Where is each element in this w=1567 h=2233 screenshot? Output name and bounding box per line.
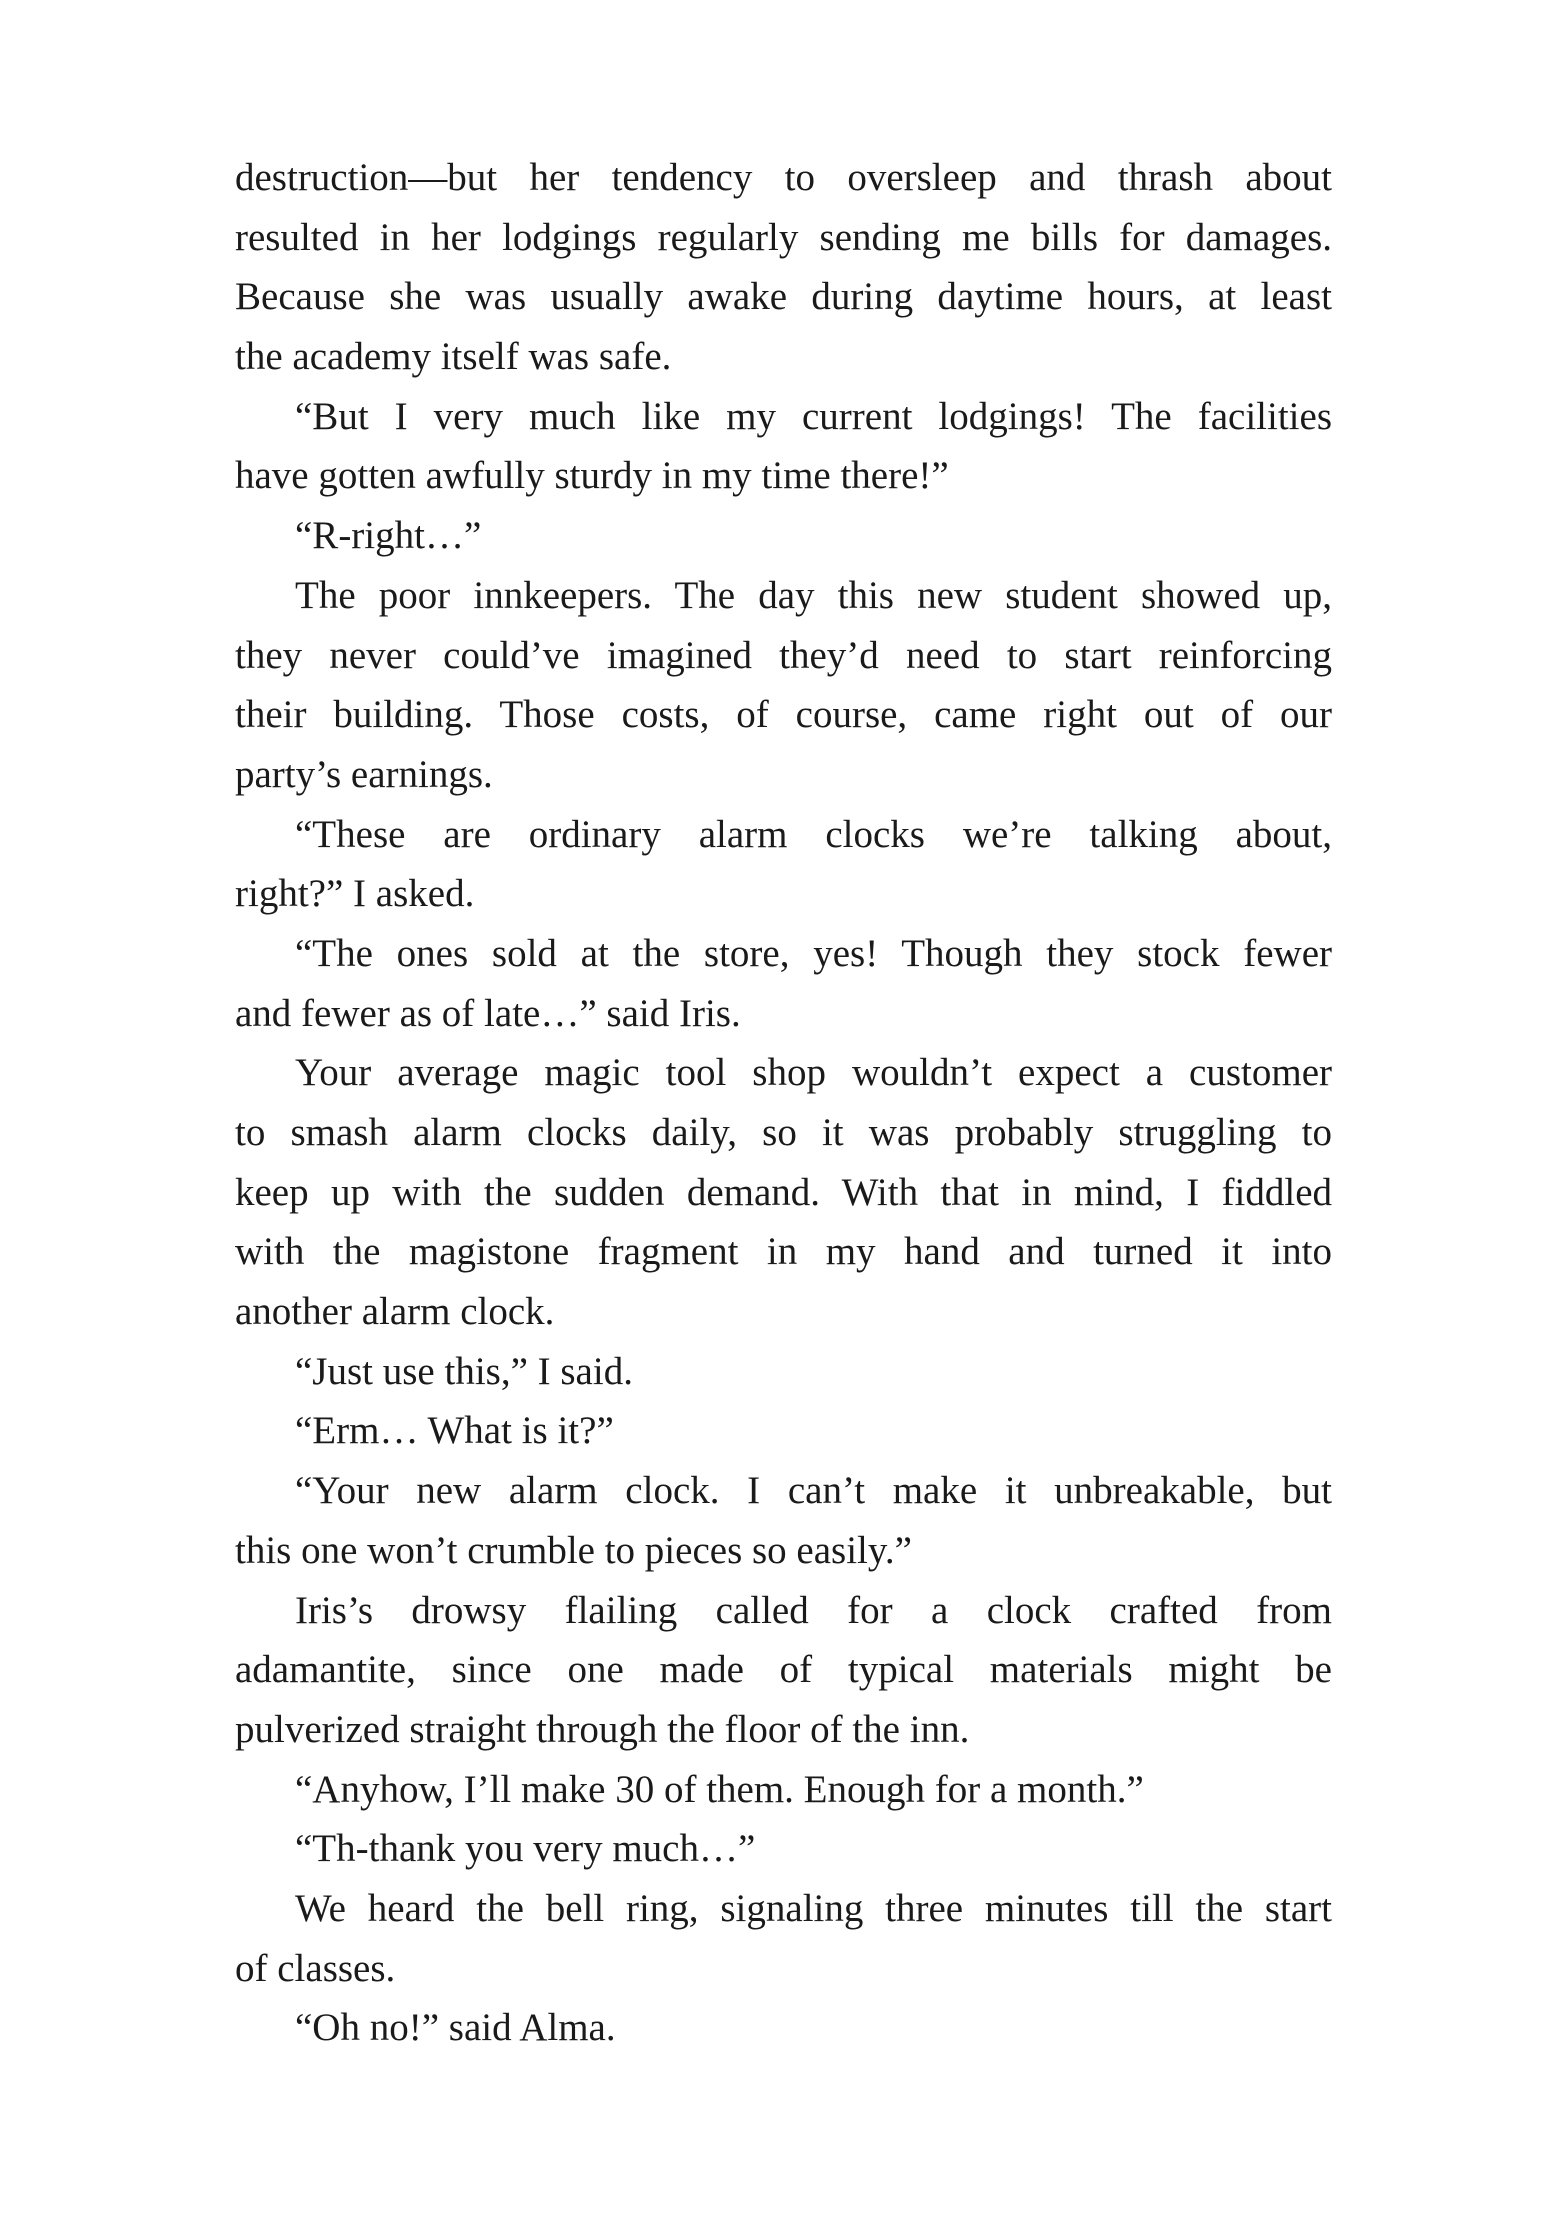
text-line: Iris’s drowsy flailing called for a clock crafted from [295,1588,1332,1632]
text-line: “But I very much like my current lodgings! The facilities [295,394,1332,438]
paragraph [235,387,1332,506]
text-line: party’s earnings. [235,752,493,796]
text-line: they never could’ve imagined they’d need to start reinforcing [235,633,1332,677]
text-line: the academy itself was safe. [235,335,672,379]
text-line: resulted in her lodgings regularly sending me bills for damages. [235,215,1332,259]
text-line: “R-right…” [295,514,482,558]
text-line: this one won’t crumble to pieces so easily.” [235,1528,912,1572]
text-line: their building. Those costs, of course, came right out of our [235,693,1332,737]
text-line: “Just use this,” I said. [295,1349,633,1393]
paragraph [235,1879,1332,1998]
text-line: to smash alarm clocks daily, so it was probably struggling to [235,1111,1332,1154]
text-line: keep up with the sudden demand. With that in mind, I fiddled [235,1170,1332,1214]
text-line: pulverized straight through the floor of the inn. [235,1707,970,1751]
text-line: “Oh no!” said Alma. [295,2006,616,2050]
paragraph [235,924,1332,1043]
paragraph [235,148,1332,387]
text-line: and fewer as of late…” said Iris. [235,991,741,1035]
paragraph [235,506,1332,566]
text-line: with the magistone fragment in my hand and turned it into [235,1230,1332,1274]
text-line: “Your new alarm clock. I can’t make it unbreakable, but [295,1469,1332,1513]
paragraph [235,1461,1332,1580]
text-line: right?” I asked. [235,872,475,916]
text-line: The poor innkeepers. The day this new student showed up, [295,573,1332,617]
text-line: “Anyhow, I’ll make 30 of them. Enough for a month.” [295,1767,1144,1811]
text-line: “Erm… What is it?” [295,1409,614,1453]
text-line: another alarm clock. [235,1290,555,1334]
paragraph [235,1401,1332,1461]
text-line: “Th-thank you very much…” [295,1827,756,1871]
text-line: We heard the bell ring, signaling three minutes till the start [295,1886,1332,1930]
book-page-text [235,148,1332,2058]
text-line: of classes. [235,1946,396,1990]
paragraph [235,1819,1332,1879]
paragraph [235,1581,1332,1760]
text-line: adamantite, since one made of typical materials might be [235,1648,1332,1692]
paragraph [235,1760,1332,1820]
text-line: Your average magic tool shop wouldn’t expect a customer [295,1051,1332,1095]
paragraph [235,1043,1332,1341]
paragraph [235,805,1332,924]
text-line: “The ones sold at the store, yes! Though they stock fewer [295,931,1332,975]
paragraph [235,1998,1332,2058]
text-line: Because she was usually awake during daytime hours, at least [235,275,1332,319]
paragraph [235,566,1332,805]
text-line: destruction—but her tendency to oversleep and thrash about [235,156,1332,199]
paragraph [235,1342,1332,1402]
text-line: have gotten awfully sturdy in my time there!” [235,454,949,498]
text-line: “These are ordinary alarm clocks we’re talking about, [295,812,1332,856]
